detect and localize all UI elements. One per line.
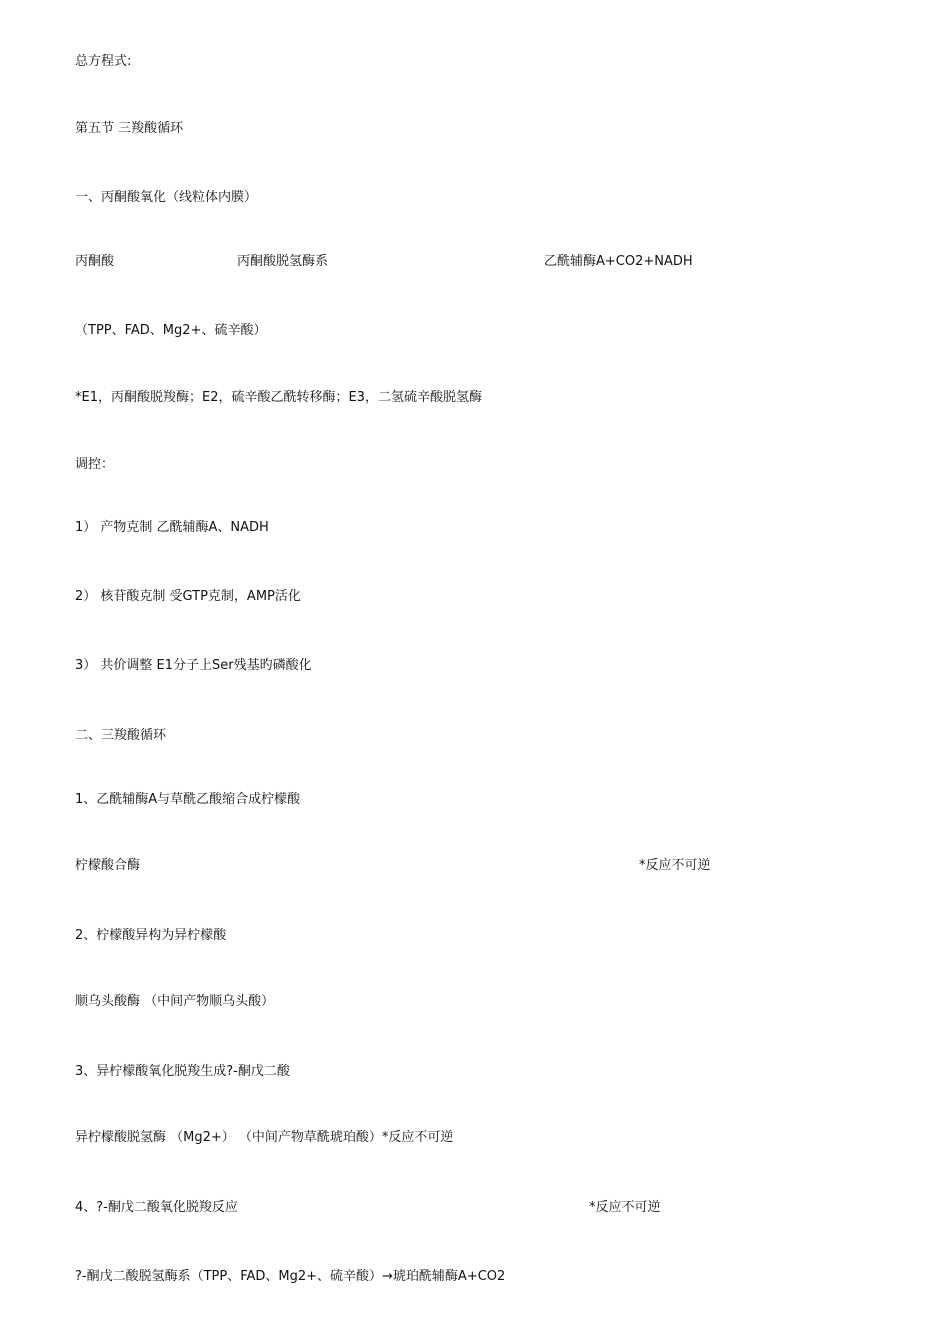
step1-enzyme-line bbox=[75, 857, 775, 875]
regulation-label: 调控： bbox=[75, 457, 115, 472]
step3-text: 3、异柠檬酸氧化脱羧生成?-酮戊二酸 bbox=[75, 1064, 290, 1079]
regulation-item: 2） 核苷酸克制 受GTP克制，AMP活化 bbox=[75, 589, 301, 604]
step4-line bbox=[75, 1199, 775, 1217]
step4-text: 4、?-酮戊二酸氧化脱羧反应 bbox=[75, 1200, 238, 1215]
part1-heading: 一、丙酮酸氧化（线粒体内膜） bbox=[75, 190, 258, 205]
equation-label: 总方程式: bbox=[75, 54, 132, 69]
step4-enzyme: ?-酮戊二酸脱氢酶系（TPP、FAD、Mg2+、硫辛酸）→琥珀酰辅酶A+CO2 bbox=[75, 1269, 506, 1284]
step1-note: *反应不可逆 bbox=[639, 858, 711, 873]
step1-enzyme: 柠檬酸合酶 bbox=[75, 858, 141, 873]
enzymes-note: *E1，丙酮酸脱羧酶；E2，硫辛酸乙酰转移酶；E3，二氢硫辛酸脱氢酶 bbox=[75, 390, 482, 405]
reaction-enzyme: 丙酮酸脱氢酶系 bbox=[237, 254, 329, 269]
regulation-item: 1） 产物克制 乙酰辅酶A、NADH bbox=[75, 520, 269, 535]
reaction-product: 乙酰辅酶A+CO2+NADH bbox=[544, 254, 693, 269]
pyruvate-reaction bbox=[75, 253, 775, 271]
cofactors-line: （TPP、FAD、Mg2+、硫辛酸） bbox=[75, 323, 267, 338]
step1-text: 1、乙酰辅酶A与草酰乙酸缩合成柠檬酸 bbox=[75, 792, 301, 807]
part2-heading: 二、三羧酸循环 bbox=[75, 728, 167, 743]
step3-enzyme: 异柠檬酸脱氢酶 （Mg2+） （中间产物草酰琥珀酸）*反应不可逆 bbox=[75, 1130, 454, 1145]
reaction-substrate: 丙酮酸 bbox=[75, 254, 115, 269]
step2-text: 2、柠檬酸异构为异柠檬酸 bbox=[75, 928, 227, 943]
section-title: 第五节 三羧酸循环 bbox=[75, 121, 184, 136]
step4-note: *反应不可逆 bbox=[589, 1200, 661, 1215]
regulation-item: 3） 共价调整 E1分子上Ser残基旳磷酸化 bbox=[75, 658, 312, 673]
step2-enzyme: 顺乌头酸酶 （中间产物顺乌头酸） bbox=[75, 994, 275, 1009]
